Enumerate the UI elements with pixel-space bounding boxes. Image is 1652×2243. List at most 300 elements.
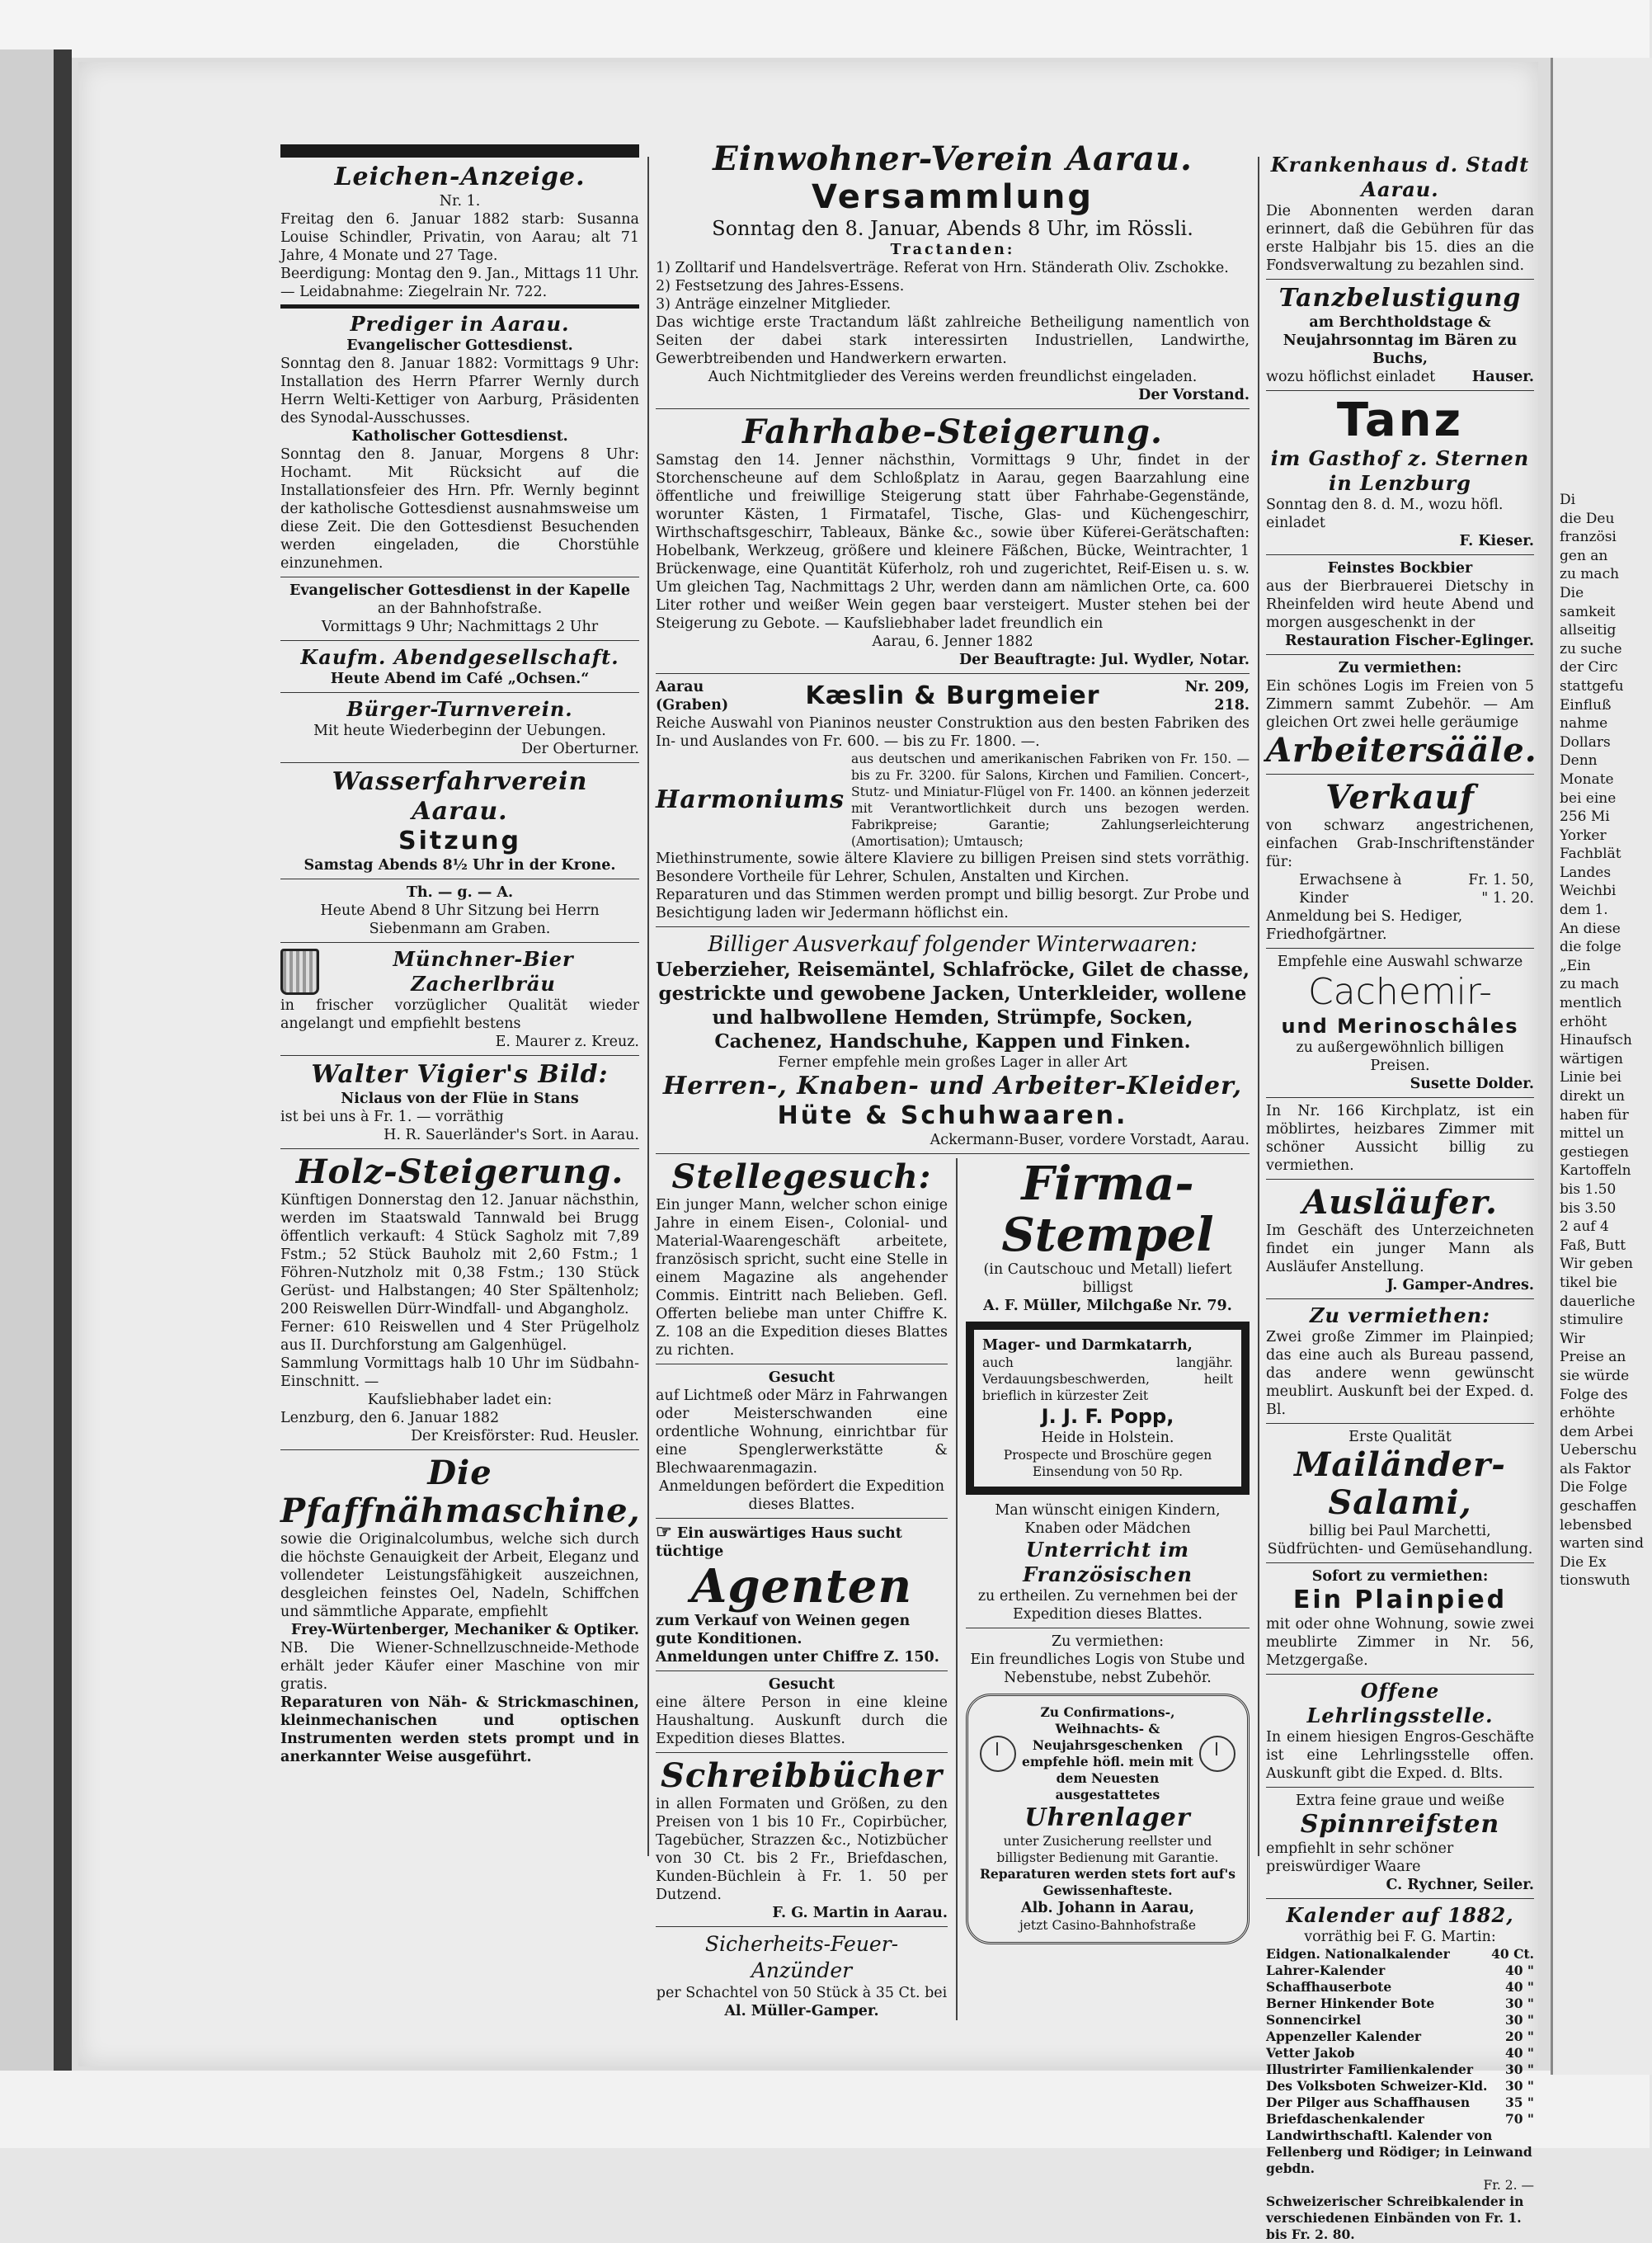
- next-page-line: sie würde: [1560, 1367, 1630, 1384]
- beer-mug-icon: [280, 949, 319, 995]
- uhren-top: [980, 1704, 1235, 1803]
- tractanden-title: Tractanden:: [890, 242, 1015, 258]
- turn-sign: Der Oberturner.: [521, 741, 639, 757]
- divider: [1266, 1787, 1534, 1788]
- scan-margin-top: [0, 0, 1650, 58]
- next-page-line: Ueberschu: [1560, 1442, 1637, 1459]
- auswaertig-text: Ein auswärtiges Haus sucht tüchtige: [656, 1525, 902, 1560]
- turn-title: Bürger-Turnverein.: [346, 697, 573, 721]
- kaufm-title: Kaufm. Abendgesellschaft.: [300, 645, 619, 669]
- next-page-text: [1560, 491, 1652, 1590]
- kal-item-price: 40 ": [1504, 1979, 1534, 1995]
- tanz1-footer: [1266, 368, 1534, 386]
- kaeslin-title: Kæslin & Burgmeier: [805, 681, 1100, 710]
- next-page-line: Di: [1560, 492, 1576, 508]
- firma-title: Firma-Stempel: [1001, 1157, 1214, 1262]
- next-page-line: französi: [1560, 529, 1617, 546]
- kal-item-price: 30 ": [1504, 2078, 1534, 2094]
- bockbier-body: aus der Bierbrauerei Dietschy in Rheinfelden wird heute Abend und morgen ausgeschenkt in der: [1266, 578, 1534, 631]
- next-page-line: Dollars: [1560, 733, 1611, 751]
- pfaff-rep: Reparaturen von Näh- & Strickmaschinen, kleinmechanischen und optischen Instrumenten werden stets prompt und in anerkannter Weise ausgeführt.: [280, 1694, 639, 1765]
- fahr-title: Fahrhabe-Steigerung.: [742, 412, 1163, 451]
- divider: [1266, 774, 1534, 775]
- next-page-line: allseitig: [1560, 622, 1617, 639]
- next-page-line: Kartoffeln: [1560, 1162, 1631, 1180]
- fahr-date: Aarau, 6. Jenner 1882: [872, 634, 1033, 650]
- verkauf-label: Erwachsene à: [1299, 872, 1402, 888]
- leichen-burial: Beerdigung: Montag den 9. Jan., Mittags 11 Uhr. — Leidabnahme: Ziegelrain Nr. 722.: [280, 266, 639, 300]
- vigier-body: ist bei uns à Fr. 1. — vorräthig: [280, 1109, 504, 1125]
- verkauf-price: " 1. 20.: [1481, 890, 1534, 907]
- next-page-line: tikel bie: [1560, 1274, 1617, 1291]
- kapelle-title: Evangelischer Gottesdienst in der Kapelle: [289, 582, 630, 599]
- kal-item-price: 35 ": [1504, 2095, 1534, 2110]
- firma-body: (in Cautschouc und Metall) liefert billigst: [983, 1261, 1232, 1296]
- kal-item-name: Vetter Jakob: [1266, 2045, 1355, 2061]
- kranken-body: Die Abonnenten werden daran erinnert, daß die Gebühren für das erste Halbjahr bis 15. dies an die Fondsverwaltung zu bezahlen sind.: [1266, 203, 1534, 274]
- vigier-sign: H. R. Sauerländer's Sort. in Aarau.: [384, 1127, 639, 1143]
- salami-title: Mailänder-Salami,: [1294, 1445, 1506, 1522]
- verkauf-row: [1266, 871, 1534, 889]
- next-page-line: „Ein: [1560, 957, 1591, 974]
- next-page-line: Einfluß: [1560, 696, 1612, 714]
- evang-title: Evangelischer Gottesdienst.: [346, 337, 573, 354]
- divider: [280, 942, 639, 943]
- tanz2-sign: F. Kieser.: [1459, 533, 1534, 549]
- list-item: [1266, 2111, 1534, 2128]
- kal-item-name: Lahrer-Kalender: [1266, 1963, 1386, 1978]
- holz-kauf: Kaufsliebhaber ladet ein:: [367, 1392, 553, 1408]
- next-page-line: Weichbi: [1560, 883, 1617, 900]
- kal-item-price: 40 ": [1504, 2045, 1534, 2061]
- next-page-line: An diese: [1560, 920, 1621, 937]
- divider: [280, 692, 639, 693]
- sitzung-title: Sitzung: [398, 827, 521, 855]
- gesucht-title: Gesucht: [768, 1369, 835, 1386]
- salami-lead: Erste Qualität: [1348, 1429, 1452, 1445]
- next-page-line: zu mach: [1560, 566, 1620, 583]
- top-bar: [280, 144, 639, 158]
- divider: [280, 1449, 639, 1450]
- vigier-sub: Niclaus von der Flüe in Stans: [341, 1091, 579, 1107]
- divider: [1266, 1097, 1534, 1098]
- schreib-body: in allen Formaten und Größen, zu den Preisen von 1 bis 10 Fr., Copirbücher, Tagebücher, Strazzen &c., Notizbücher von 30 Ct. bis 2 Fr., Briefdaschen, Kunden-Büchlein à Fr. 1. 50 per Dutzend.: [656, 1796, 948, 1903]
- leichen-body: Freitag den 6. Januar 1882 starb: Susanna Louise Schindler, Privatin, von Aarau; alt 71 Jahre, 4 Monate und 27 Tage.: [280, 211, 639, 264]
- wasser-title: Wasserfahrverein Aarau.: [332, 767, 588, 826]
- firma-sign: A. F. Müller, Milchgaße Nr. 79.: [983, 1298, 1232, 1314]
- tanz2-body: Sonntag den 8. d. M., wozu höfl. einladet: [1266, 497, 1504, 531]
- middle-lower-right: [966, 1158, 1250, 2020]
- next-page-line: haben für: [1560, 1106, 1629, 1124]
- feuer-sign: Al. Müller-Gamper.: [724, 2003, 879, 2019]
- lehr-title: Offene Lehrlingsstelle.: [1306, 1679, 1494, 1727]
- spinn-lead: Extra feine graue und weiße: [1295, 1793, 1505, 1809]
- plain-title: Ein Plainpied: [1292, 1586, 1508, 1614]
- cache-lead: Empfehle eine Auswahl schwarze: [1277, 954, 1523, 970]
- evang-body: Sonntag den 8. Januar 1882: Vormittags 9 Uhr: Installation des Herrn Pfarrer Wernly durch Herrn Welti-Kettiger von Aarburg, Präsidenten des Synodal-Ausschusses.: [280, 356, 639, 426]
- popp-body2: Prospecte und Broschüre gegen Einsendung von 50 Rp.: [1003, 1448, 1212, 1479]
- next-page-line: geschaffen: [1560, 1498, 1637, 1515]
- verm-body: Ein freundliches Logis von Stube und Nebenstube, nebst Zubehör.: [970, 1652, 1245, 1686]
- popp-name: J. J. F. Popp,: [1041, 1405, 1174, 1428]
- list-item: [1266, 1946, 1534, 1963]
- uhren-rep: Reparaturen werden stets fort auf's Gewissenhafteste.: [980, 1866, 1235, 1898]
- next-page-line: die Deu: [1560, 510, 1615, 527]
- divider: [656, 1153, 1250, 1154]
- list-item: [1266, 2012, 1534, 2029]
- tanz1-body: am Berchtholdstage & Neujahrsonntag im Bären zu Buchs,: [1283, 314, 1518, 367]
- tanz2-sub: im Gasthof z. Sternen in Lenzburg: [1270, 446, 1530, 495]
- kapelle-body: Vormittags 9 Uhr; Nachmittags 2 Uhr: [321, 619, 599, 635]
- next-page-line: Folge des: [1560, 1386, 1628, 1403]
- verkauf-body: von schwarz angestrichenen, einfachen Grab-Inschriftenständer für:: [1266, 818, 1534, 870]
- kapelle-sub: an der Bahnhofstraße.: [377, 601, 543, 617]
- next-page-line: erhöht: [1560, 1013, 1607, 1030]
- divider: [1266, 279, 1534, 280]
- gesucht2-body: eine ältere Person in eine kleine Haushaltung. Auskunft durch die Expedition dieses Blattes.: [656, 1694, 948, 1747]
- uhren-sign: Alb. Johann in Aarau,: [1021, 1900, 1194, 1916]
- kal-schreib: Schweizerischer Schreibkalender in verschiedenen Einbänden von Fr. 1. bis Fr. 2. 80.: [1266, 2194, 1524, 2242]
- kal-item-name: Eidgen. Nationalkalender: [1266, 1946, 1450, 1962]
- list-item: [1266, 1979, 1534, 1996]
- spinn-body: empfiehlt in sehr schöner preiswürdiger Waare: [1266, 1840, 1454, 1875]
- next-page-line: gestiegen: [1560, 1143, 1629, 1161]
- divider: [1266, 654, 1534, 655]
- feuer-body: per Schachtel von 50 Stück à 35 Ct. bei: [656, 1985, 948, 2001]
- auslaeufer-body: Im Geschäft des Unterzeichneten findet ein junger Mann als Ausläufer Anstellung.: [1266, 1223, 1534, 1275]
- column-rule-inner: [956, 1158, 958, 2020]
- clock-icon: [980, 1736, 1016, 1772]
- kal-item-name: Sonnencirkel: [1266, 2012, 1362, 2028]
- popp-place: Heide in Holstein.: [1041, 1430, 1174, 1446]
- vigier-title: Walter Vigier's Bild:: [311, 1060, 609, 1089]
- popp-box: [966, 1322, 1250, 1495]
- next-page-line: Linie bei: [1560, 1069, 1621, 1086]
- holz-sammlung: Sammlung Vormittags halb 10 Uhr im Südbahn-Einschnitt. —: [280, 1355, 639, 1390]
- kal-item-name: Des Volksboten Schweizer-Kld.: [1266, 2078, 1488, 2094]
- tanz1-sign: Hauser.: [1471, 369, 1534, 385]
- kaeslin-body4: Reparaturen und das Stimmen werden prompt und billig besorgt. Zur Probe und Besichtigung laden wir Jedermann höflichst ein.: [656, 887, 1250, 921]
- next-page-line: Hinaufsch: [1560, 1032, 1632, 1049]
- spinn-sign: C. Rychner, Seiler.: [1386, 1877, 1534, 1893]
- agenten-title: Agenten: [690, 1559, 913, 1614]
- verkauf-price: Fr. 1. 50,: [1468, 872, 1534, 888]
- verkauf-row: [1266, 889, 1534, 907]
- turn-body: Mit heute Wiederbeginn der Uebungen.: [313, 723, 606, 739]
- next-page-line: 2 auf 4: [1560, 1218, 1609, 1236]
- holz-body: Künftigen Donnerstag den 12. Januar nächsthin, werden im Staatswald Tannwald bei Brugg öffentlich verkauft: 4 Stück Sagholz mit 7,89 Fstm.; 52 Stück Bauholz mit 2,60 Fstm.; 1 Föhren-Nutzholz mit 0,38 Fstm.; 130 Stück Gerüst- und Halbstangen; 40 Ster Spältenholz; 200 Reiswellen Dürr-Windfall- und Abgangholz.: [280, 1192, 639, 1317]
- ausverkauf-title: Billiger Ausverkauf folgender Winterwaaren:: [708, 932, 1198, 957]
- tanz1-body2: wozu höflichst einladet: [1266, 369, 1436, 385]
- popp-lead: Mager- und Darmkatarrh,: [981, 1337, 1193, 1354]
- middle-lower-left: [656, 1158, 948, 2020]
- bier-header: [280, 947, 639, 997]
- next-page-line: stattgefu: [1560, 677, 1624, 695]
- sitzung-body: Samstag Abends 8½ Uhr in der Krone.: [304, 857, 616, 874]
- next-page-line: bis 3.50: [1560, 1199, 1617, 1217]
- next-page-line: nahme: [1560, 715, 1608, 733]
- list-item: [1266, 1996, 1534, 2012]
- kal-item-name: Appenzeller Kalender: [1266, 2029, 1422, 2044]
- pfaff-body: sowie die Originalcolumbus, welche sich durch die höchste Genauigkeit der Arbeit, Eleganz und vollendeter Leistungsfähigkeit auszeichnen, desgleichen feinstes Oel, Nadeln, Schiffchen und sämmtliche Apparate, empfiehlt: [280, 1531, 639, 1620]
- holz-ferner: Ferner: 610 Reiswellen und 4 Ster Prügelholz aus II. Durchforstung am Galgenhügel.: [280, 1319, 639, 1354]
- divider: [1266, 948, 1534, 949]
- cache-sign: Susette Dolder.: [1410, 1076, 1534, 1092]
- kal-item-name: Der Pilger aus Schaffhausen: [1266, 2095, 1471, 2110]
- stellegesuch-body: Ein junger Mann, welcher schon einige Jahre in einem Eisen-, Colonial- und Material-Waarengeschäft arbeitete, französisch spricht, sucht eine Stelle in einem Magazine als angehender Commis. Eintritt nach Belieben. Gefl. Offerten beliebe man unter Chiffre K. Z. 108 an die Expedition dieses Blattes zu richten.: [656, 1197, 948, 1359]
- next-page-line: Wir: [1560, 1330, 1585, 1347]
- divider: [656, 1752, 948, 1753]
- column-rule-right: [1258, 157, 1259, 1856]
- ausverkauf-big2: Hüte & Schuhwaaren.: [777, 1101, 1128, 1130]
- divider: [1266, 1179, 1534, 1180]
- next-page-line: Landes: [1560, 864, 1612, 881]
- next-page-line: stimulire: [1560, 1312, 1624, 1329]
- tga-title: Th. — g. — A.: [406, 884, 514, 901]
- next-page-line: mentlich: [1560, 995, 1622, 1012]
- divider: [280, 1148, 639, 1149]
- divider: [1266, 1898, 1534, 1899]
- tractandum-2: 2) Festsetzung des Jahres-Essens.: [656, 278, 905, 295]
- tga-body: Heute Abend 8 Uhr Sitzung bei Herrn Siebenmann am Graben.: [320, 902, 600, 937]
- next-page-line: 256 Mi: [1560, 808, 1610, 826]
- next-page-line: Die Folge: [1560, 1479, 1628, 1496]
- next-page-line: Faß, Butt: [1560, 1237, 1626, 1254]
- bockbier-title: Feinstes Bockbier: [1327, 560, 1473, 577]
- holz-sign: Der Kreisförster: Rud. Heusler.: [411, 1428, 639, 1444]
- tanz2-title: Tanz: [1336, 393, 1464, 447]
- stellegesuch-title: Stellegesuch:: [671, 1157, 932, 1196]
- schreib-title: Schreibbücher: [660, 1756, 943, 1795]
- kal-item-price: 40 ": [1504, 1963, 1534, 1978]
- harmonium-row: [656, 751, 1250, 850]
- kal-land: Landwirthschaftl. Kalender von Fellenberg und Rödiger; in Leinwand gebdn.: [1266, 2128, 1532, 2176]
- kath-title: Katholischer Gottesdienst.: [351, 428, 568, 445]
- verm1-body: Ein schönes Logis im Freien von 5 Zimmern sammt Zubehör. — Am gleichen Ort zwei helle geräumige: [1266, 678, 1534, 731]
- middle-lower: [656, 1158, 1250, 2020]
- divider: [280, 640, 639, 641]
- kaeslin-body2: aus deutschen und amerikanischen Fabriken von Fr. 150. — bis zu Fr. 3200. für Salons, Kirchen und Familien. Concert-, Stutz- und Miniatur-Flügel von Fr. 1400. an können jederzeit mit Verantwortlichkeit durch uns bezogen werden. Fabrikpreise; Garantie; Zahlungserleichterung (Amortisation); Umtausch;: [851, 752, 1250, 849]
- tractandum-3: 3) Anträge einzelner Mitglieder.: [656, 296, 892, 313]
- next-page-line: Monate: [1560, 770, 1614, 788]
- next-page-line: dem 1.: [1560, 902, 1608, 919]
- uhren-body2: unter Zusicherung reellster und billigster Bedienung mit Garantie.: [996, 1834, 1219, 1865]
- kath-body: Sonntag den 8. Januar, Morgens 8 Uhr: Hochamt. Mit Rücksicht auf die Installationsfeier des Hrn. Pfr. Wernly beginnt der katholische Gottesdienst ausnahmsweise um diese Zeit. Die den Gottesdienst Besuchenden werden eingeladen, die Chorstühle einzunehmen.: [280, 446, 639, 572]
- list-item: [1266, 2045, 1534, 2062]
- pfaff-title: Die Pfaffnähmaschine,: [280, 1454, 641, 1530]
- left-column: [280, 144, 639, 1766]
- fahr-sign: Der Beauftragte: Jul. Wydler, Notar.: [958, 652, 1250, 668]
- plain-lead: Sofort zu vermiethen:: [1311, 1568, 1489, 1585]
- next-page-line: der Circ: [1560, 659, 1618, 676]
- next-page-line: Preise an: [1560, 1349, 1626, 1366]
- list-item: [1266, 1963, 1534, 1979]
- verm1-title: Zu vermiethen:: [1338, 660, 1462, 676]
- next-page-line: dauerliche: [1560, 1293, 1636, 1310]
- next-page-line: direkt un: [1560, 1088, 1625, 1105]
- pfaff-sign: Frey-Würtenberger, Mechaniker & Optiker.: [290, 1622, 639, 1638]
- next-page-line: zu suche: [1560, 640, 1622, 657]
- schreib-sign: F. G. Martin in Aarau.: [772, 1905, 948, 1921]
- lehr-body: In einem hiesigen Engros-Geschäfte ist eine Lehrlingsstelle offen. Auskunft gibt die Exped. d. Blts.: [1266, 1729, 1534, 1782]
- next-page-line: als Faktor: [1560, 1460, 1631, 1477]
- verkauf-title: Verkauf: [1325, 778, 1475, 817]
- plain-body: mit oder ohne Wohnung, sowie zwei meublirte Zimmer in Nr. 56, Metzgergaße.: [1266, 1616, 1534, 1669]
- fahr-body: Samstag den 14. Jenner nächsthin, Vormittags 9 Uhr, findet in der Storchenscheune auf dem Schloßplatz in Aarau, gegen Baarzahlung eine öffentliche und freiwillige Steigerung statt über Fahrhabe-Gegenstände, worunter Kästen, 1 Firmatafel, Tische, Glas- und Küchengeschirr, Wirthschaftsgeschirr, Tableaux, Bänke &c., sowie über Küferei-Gerätschaften: Hobelbank, Werkzeug, größere und kleinere Fäßchen, Bücke, Weintrachter, 1 Brückenwage, eine Quantität Küferholz, roh und zugerichtet, Reif-Eisen u. s. w. Um gleichen Tag, Nachmittags 2 Uhr, werden dann am nämlichen Orte, ca. 600 Liter rother und weißer Wein gegen baar versteigert. Muster stehen bei der Steigerung zu Gebote. — Kaufsliebhaber ladet freundlich ein: [656, 452, 1250, 632]
- divider: [656, 1518, 948, 1519]
- bockbier-sign: Restauration Fischer-Eglinger.: [1284, 633, 1534, 649]
- kaeslin-header: [656, 678, 1250, 714]
- next-page-line: wärtigen: [1560, 1050, 1623, 1067]
- divider: [656, 673, 1250, 674]
- gesucht-body2: Anmeldungen befördert die Expedition dieses Blattes.: [658, 1478, 945, 1513]
- list-item: [1266, 2095, 1534, 2111]
- arbeits-title: Arbeitersääle.: [1266, 731, 1537, 770]
- tractandum-1: 1) Zolltarif und Handelsverträge. Referat von Hrn. Ständerath Oliv. Zschokke.: [656, 260, 1229, 276]
- kal-item-price: 70 ": [1504, 2111, 1534, 2127]
- bier-title: Münchner-Bier Zacherlbräu: [393, 947, 574, 996]
- cache-sub: und Merinoschâles: [1281, 1015, 1519, 1038]
- leichen-number: Nr. 1.: [439, 193, 481, 210]
- next-page-line: Die Ex: [1560, 1553, 1607, 1571]
- holz-date: Lenzburg, den 6. Januar 1882: [280, 1410, 500, 1426]
- ausverkauf-body: Ferner empfehle mein großes Lager in aller Art: [778, 1054, 1127, 1071]
- unterricht-title: Unterricht im Französischen: [1023, 1538, 1193, 1586]
- verm2-title: Zu vermiethen:: [1309, 1303, 1491, 1327]
- kal-item-name: Schaffhauserbote: [1266, 1979, 1392, 1995]
- next-page-line: warten sind: [1560, 1535, 1645, 1553]
- next-page-line: samkeit: [1560, 603, 1616, 620]
- kal-land-price: Fr. 2. —: [1483, 2178, 1534, 2193]
- kal-item-name: Briefdaschenkalender: [1266, 2111, 1424, 2127]
- kaeslin-nr: Nr. 209, 218.: [1184, 679, 1250, 714]
- divider: [656, 408, 1250, 409]
- next-page-line: gen an: [1560, 547, 1608, 564]
- next-page-line: die folge: [1560, 939, 1621, 956]
- kal-item-name: Illustrirter Familienkalender: [1266, 2062, 1474, 2077]
- unterricht-body: zu ertheilen. Zu vernehmen bei der Expedition dieses Blattes.: [977, 1588, 1238, 1623]
- verein-title: Einwohner-Verein Aarau.: [713, 139, 1193, 178]
- kal-body: vorräthig bei F. G. Martin:: [1304, 1929, 1496, 1945]
- next-page-line: mittel un: [1560, 1125, 1625, 1143]
- uhren-frame: [966, 1694, 1250, 1944]
- scan-binding-shadow: [54, 49, 72, 2148]
- versammlung-date: Sonntag den 8. Januar, Abends 8 Uhr, im Rössli.: [712, 217, 1193, 240]
- uhren-title: Uhrenlager: [1024, 1803, 1191, 1832]
- bier-sign: E. Maurer z. Kreuz.: [495, 1034, 639, 1050]
- verm2-body: Zwei große Zimmer im Plainpied; das eine auch als Bureau passend, das andere wenn gewünscht meublirt. Auskunft bei der Exped. d. Bl.: [1266, 1329, 1534, 1418]
- column-rule-left: [647, 157, 649, 1856]
- auswaertig-row: [656, 1523, 948, 1561]
- kaeslin-body3: Miethinstrumente, sowie ältere Klaviere zu billigen Preisen sind stets vorräthig. Besondere Vortheile für Lehrer, Schulen, Anstalten und Kirchen.: [656, 851, 1250, 885]
- versammlung-title: Versammlung: [811, 178, 1094, 216]
- divider: [656, 1670, 948, 1671]
- next-page-line: Wir geben: [1560, 1256, 1633, 1273]
- divider: [1266, 1674, 1534, 1675]
- agenten-chiffre: Anmeldungen unter Chiffre Z. 150.: [656, 1649, 939, 1666]
- kal-item-price: 30 ": [1504, 1996, 1534, 2011]
- ausverkauf-sign: Ackermann-Buser, vordere Vorstadt, Aarau.: [930, 1132, 1250, 1148]
- leichen-title: Leichen-Anzeige.: [334, 163, 586, 191]
- divider: [280, 762, 639, 763]
- holz-title: Holz-Steigerung.: [295, 1152, 624, 1191]
- next-page-line: erhöhte: [1560, 1405, 1616, 1422]
- kaeslin-addr: Aarau (Graben): [656, 679, 729, 714]
- divider: [1266, 390, 1534, 391]
- divider: [1266, 1562, 1534, 1563]
- ausverkauf-items: Ueberzieher, Reisemäntel, Schlafröcke, Gilet de chasse, gestrickte und gewobene Jacken, Unterkleider, wollene und halbwollene Hemden, Strümpfe, Socken, Cachenez, Handschuhe, Kappen und Finken.: [656, 959, 1250, 1053]
- list-item: [1266, 2062, 1534, 2078]
- verkauf-label: Kinder: [1299, 890, 1348, 907]
- verm-title: Zu vermiethen:: [1052, 1633, 1164, 1650]
- newspaper-page: [78, 62, 1538, 2242]
- ausverkauf-big1: Herren-, Knaben- und Arbeiter-Kleider,: [662, 1072, 1243, 1100]
- bier-body: in frischer vorzüglicher Qualität wieder angelangt und empfiehlt bestens: [280, 997, 639, 1032]
- kal-title: Kalender auf 1882,: [1286, 1903, 1514, 1927]
- tanz1-title: Tanzbelustigung: [1278, 284, 1522, 313]
- kal-list: [1266, 1946, 1534, 2128]
- salami-body: billig bei Paul Marchetti, Südfrüchten- und Gemüsehandlung.: [1267, 1523, 1533, 1557]
- kaeslin-body1: Reiche Auswahl von Pianinos neuster Construktion aus den besten Fabriken des In- und Auslandes von Fr. 600. — bis zu Fr. 1800. —.: [656, 715, 1250, 750]
- feuer-title: Sicherheits-Feuer-Anzünder: [704, 1932, 899, 1982]
- list-item: [1266, 2078, 1534, 2095]
- kaufm-body: Heute Abend im Café „Ochsen.“: [330, 671, 590, 687]
- next-page-line: bei eine: [1560, 789, 1617, 807]
- spinn-title: Spinnreifsten: [1300, 1810, 1500, 1839]
- verkauf-sign: Anmeldung bei S. Hediger, Friedhofgärtner.: [1266, 908, 1463, 943]
- uhren-addr: jetzt Casino-Bahnhofstraße: [1019, 1918, 1197, 1933]
- cache-title: Cachemir-: [1307, 971, 1493, 1013]
- gesucht2-title: Gesucht: [768, 1676, 835, 1693]
- list-item: [1266, 2029, 1534, 2045]
- kranken-title: Krankenhaus d. Stadt Aarau.: [1270, 153, 1530, 201]
- next-page-line: zu mach: [1560, 976, 1620, 993]
- right-column: [1266, 153, 1537, 2243]
- kal-item-name: Berner Hinkender Bote: [1266, 1996, 1435, 2011]
- uhren-body: Zu Confirmations-, Weihnachts- & Neujahrsgeschenken empfehle höfl. mein mit dem Neuesten ausgestattetes: [1021, 1704, 1193, 1802]
- divider: [1266, 554, 1534, 555]
- kirch-body: In Nr. 166 Kirchplatz, ist ein möblirtes, heizbares Zimmer mit schöner Aussicht billig zu vermiethen.: [1266, 1103, 1534, 1174]
- auslaeufer-sign: J. Gamper-Andres.: [1386, 1277, 1534, 1293]
- verein-body2: Auch Nichtmitglieder des Vereins werden freundlichst eingeladen.: [708, 369, 1198, 385]
- kal-item-price: 20 ": [1504, 2029, 1534, 2044]
- middle-column: [656, 140, 1250, 2020]
- kal-item-price: 30 ": [1504, 2062, 1534, 2077]
- next-page-line: Denn: [1560, 752, 1598, 770]
- next-page-line: bis 1.50: [1560, 1180, 1617, 1198]
- pfaff-nb: NB. Die Wiener-Schnellzuschneide-Methode erhält jeder Käufer einer Maschine von mir gratis.: [280, 1640, 639, 1693]
- divider: [656, 926, 1250, 927]
- next-page-edge: [1551, 58, 1652, 2075]
- verein-sign: Der Vorstand.: [1138, 387, 1250, 403]
- next-page-line: dem Arbei: [1560, 1423, 1634, 1440]
- divider: [656, 1926, 948, 1927]
- next-page-line: tionswuth: [1560, 1572, 1631, 1590]
- harmoniums-title: Harmoniums: [656, 785, 845, 814]
- next-page-line: Yorker: [1560, 827, 1607, 844]
- unterricht-lead: Man wünscht einigen Kindern, Knaben oder Mädchen: [995, 1502, 1221, 1537]
- auslaeufer-title: Ausläufer.: [1302, 1183, 1498, 1222]
- clock-icon: [1199, 1736, 1235, 1772]
- divider-bar: [280, 304, 639, 309]
- kal-item-price: 30 ": [1504, 2012, 1534, 2028]
- divider: [280, 1055, 639, 1056]
- gesucht-body: auf Lichtmeß oder März in Fahrwangen oder Meisterschwanden eine ordentliche Wohnung, einrichtbar für eine Spenglerwerkstätte & Blechwaarenmagazin.: [656, 1388, 948, 1477]
- cache-body: zu außergewöhnlich billigen Preisen.: [1296, 1039, 1504, 1074]
- verein-body: Das wichtige erste Tractandum läßt zahlreiche Betheiligung namentlich von Seiten der dabei stark interessirten Industriellen, Landwirthe, Gewerbtreibenden und Handwerkern erwarten.: [656, 314, 1250, 367]
- kal-item-price: 40 Ct.: [1491, 1946, 1534, 1962]
- divider: [1266, 1423, 1534, 1424]
